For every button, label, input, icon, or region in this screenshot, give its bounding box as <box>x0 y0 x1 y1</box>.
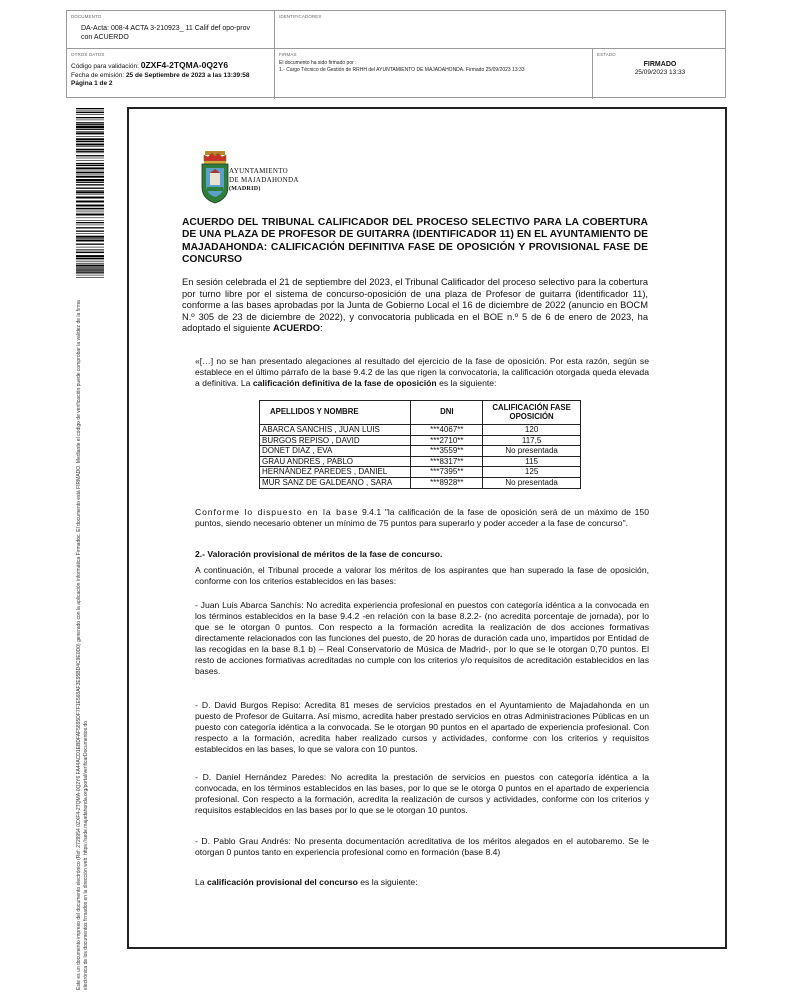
conforme-spaced: Conforme lo dispuesto en la base <box>195 507 359 517</box>
barcode-bar <box>76 138 104 140</box>
barcode-bar <box>76 227 104 228</box>
barcode-bar <box>76 258 104 259</box>
barcode-bar <box>76 163 104 164</box>
barcode-bar <box>76 158 104 159</box>
barcode-bar <box>76 251 104 252</box>
merits-juan-paragraph: - Juan Luis Abarca Sanchís: No acredita experiencia profesional en puestos con categoría idéntica a la convocada en los términos establecidos en la base 9.4.2 -en relación con la base 8.2.2- (no acredita porcentaje de jornada), por lo que se le otorgan 0 puntos. Con respecto a la formación acredita la realización de dos acciones formativas directamente relacionados con las funciones del puesto, de 20 horas de duración cada uno, impartidos por Entidad de las recogidas en la base 8.1 b) – Real Conservatorio de Música de Madrid-, por lo que se le otorgan 0,70 puntos. El resto de acciones formativas acreditadas no cumple con los criterios y/o requisitos de acreditación establecidos en las bases. <box>195 600 649 676</box>
barcode-bar <box>76 201 104 203</box>
barcode-bar <box>76 272 104 273</box>
barcode-bar <box>76 194 104 195</box>
barcode-bar <box>76 263 104 264</box>
cell-dni: ***8317** <box>411 456 483 467</box>
cell-dni: ***2710** <box>411 435 483 446</box>
barcode-bar <box>76 182 104 183</box>
cell-name: GRAU ANDRES , PABLO <box>260 456 411 467</box>
firmas-intro: El documento ha sido firmado por : <box>279 60 357 66</box>
fecha-label: Fecha de emisión: <box>71 71 125 79</box>
firmas-cell <box>275 49 593 99</box>
barcode-bar <box>76 262 104 263</box>
barcode-bar <box>76 236 104 238</box>
section-2-heading: 2.- Valoración provisional de méritos de la fase de concurso. <box>195 549 443 559</box>
quote-paragraph <box>195 356 649 389</box>
table-row <box>260 446 581 457</box>
barcode-bar <box>76 191 104 193</box>
institution-line-1: AYUNTAMIENTO <box>229 167 289 175</box>
firmas-label: FIRMAS <box>279 52 297 57</box>
barcode-bar <box>76 247 104 248</box>
barcode-bar <box>76 260 104 261</box>
merits-daniel-paragraph: - D. Daniel Hernández Paredes: No acredita la prestación de servicios en puestos con categoría idéntica a la convocada, en los términos establecidos en las bases, por lo que se le otorga 0 puntos en el apartado de experiencia profesional. Con respecto a la formación, acredita la realización de cursos y actividades, conforme con los criterios y requisitos establecidos en las bases por lo que se le otorgan 10 puntos. <box>195 772 649 815</box>
barcode-bar <box>76 265 104 267</box>
barcode-bar <box>76 129 104 130</box>
barcode-bar <box>76 249 104 250</box>
barcode-bar <box>76 208 104 209</box>
final-bold: calificación provisional del concurso <box>206 877 358 887</box>
conforme-text: 9.4.1 "la calificación de la fase de oposición será de un máximo de 150 puntos, siendo necesario obtener un mínimo de 75 puntos para superarlo y poder acceder a la fase de concurso". <box>195 507 649 528</box>
codigo-label: Código para validación: <box>71 63 139 70</box>
barcode-bar <box>76 108 104 109</box>
metadata-row-2 <box>67 49 725 99</box>
barcode-bar <box>76 111 104 112</box>
barcode-bar <box>76 155 104 156</box>
barcode-bar <box>76 160 104 161</box>
barcode-bar <box>76 255 104 257</box>
document-metadata-box <box>66 10 726 98</box>
barcode-bar <box>76 244 104 245</box>
otros-datos-label: OTROS DATOS <box>71 52 105 57</box>
barcode-bar <box>76 197 104 199</box>
barcode-bar <box>76 122 104 123</box>
identificadores-cell <box>275 11 727 48</box>
barcode-bar <box>76 151 104 152</box>
merits-david-paragraph: - D. David Burgos Repiso: Acredita 81 meses de servicios prestados en el Ayuntamiento de Majadahonda en un puesto de Profesor de Guitarra. Así mismo, acredita haber prestado servicios en otras Administraciones Públicas en un puesto con categoría idéntica a la convocada. Se le otorgan 90 puntos en el apartado de experiencia profesional. Con respecto a la formación, acredita haber realizado cursos y actividades, conforme con los criterios y requisitos establecidos en las bases, lo que se valora con 10 puntos. <box>195 700 649 754</box>
barcode-bar <box>76 210 104 211</box>
cell-dni: ***7395** <box>411 467 483 478</box>
institution-name <box>229 167 299 194</box>
intro-text: En sesión celebrada el 21 de septiembre del 2023, el Tribunal Calificador del proceso selectivo para la cobertura por turno libre por el sistema de concurso-oposición de una plaza de Profesor de guitarra (identificador 11), conforme a las bases aprobadas por la Junta de Gobierno Local el 16 de diciembre de 2022 (anuncio en BOCM N.º 305 de 23 de diciembre de 2022), y convocatoria publicada en el BOE n.º 5 de 6 de enero de 2023, ha adoptado el siguiente <box>182 277 648 334</box>
barcode-bar <box>76 238 104 239</box>
table-header-row <box>260 401 581 425</box>
estado-status: FIRMADO <box>643 61 677 68</box>
cell-calificacion: 117,5 <box>483 435 581 446</box>
barcode-bar <box>76 126 104 128</box>
barcode-bar <box>76 176 104 178</box>
fecha-emision: 25 de Septiembre de 2023 a las 13:39:58 <box>125 71 250 79</box>
final-pre: La <box>195 877 205 887</box>
results-table <box>259 400 581 489</box>
barcode-bar <box>76 117 104 118</box>
cell-name: ABARCA SANCHIS , JUAN LUIS <box>260 425 411 436</box>
barcode-bar <box>76 153 104 154</box>
cell-calificacion: 115 <box>483 456 581 467</box>
barcode-bar <box>76 174 104 175</box>
barcode-bar <box>76 165 104 166</box>
barcode-bar <box>76 240 104 242</box>
barcode-bar <box>76 188 104 189</box>
barcode-bar <box>76 179 104 181</box>
barcode-bar <box>76 136 104 137</box>
institution-line-3: (MADRID) <box>229 186 261 192</box>
document-title: ACUERDO DEL TRIBUNAL CALIFICADOR DEL PROCESO SELECTIVO PARA LA COBERTURA DE UNA PLAZA DE PROFESOR DE GUITARRA (IDENTIFICADOR 11) EN EL AYUNTAMIENTO DE MAJADAHONDA: CALIFICACIÓN DEFINITIVA FASE DE OPOSICIÓN Y PROVISIONAL FASE DE CONCURSO <box>182 217 648 266</box>
estado-value <box>593 61 727 77</box>
verification-side-text-wrapper <box>76 300 104 990</box>
barcode-bar <box>76 172 104 173</box>
cell-name: HERNÁNDEZ PAREDES , DANIEL <box>260 467 411 478</box>
barcode-bar <box>76 267 104 268</box>
cell-dni: ***8928** <box>411 477 483 488</box>
barcode-bar <box>76 231 104 232</box>
barcode-bar <box>76 252 104 253</box>
cell-calificacion: No presentada <box>483 477 581 488</box>
table-row <box>260 467 581 478</box>
final-paragraph <box>195 877 649 888</box>
header-dni: DNI <box>411 401 483 425</box>
cell-calificacion: 125 <box>483 467 581 478</box>
barcode-bar <box>76 270 104 271</box>
otros-datos-value <box>71 61 271 89</box>
intro-paragraph <box>182 277 648 335</box>
barcode-bar <box>76 212 104 213</box>
barcode-bar <box>76 124 104 125</box>
barcode-bar <box>76 205 104 207</box>
barcode-bar <box>76 171 104 172</box>
barcode-bar <box>76 190 104 191</box>
barcode-bar <box>76 149 104 150</box>
barcode-bar <box>76 225 104 226</box>
cell-calificacion: No presentada <box>483 446 581 457</box>
barcode-bar <box>76 167 104 169</box>
validation-code: 0ZXF4-2TQMA-0Q2Y6 <box>140 60 229 70</box>
barcode-bar <box>76 218 104 219</box>
table-row <box>260 435 581 446</box>
barcode-bar <box>76 112 104 113</box>
verification-side-text: Este es un documento impreso del documento electrónico (Ref: 2729954 0ZXF4-2TQMA-0Q2Y6 FA44ACD1EBDFAF5895DF7F1E568AF3E95BD4C9E0D0) generado con la aplicación informática Firmadoc. El documento está FIRMADO. Mediante el código de verificación puede comprobar la validez de la firma electrónica de los documentos firmados en la dirección web: https://sede.majadahonda.org/portal/verificarDocumentos.do <box>76 300 89 990</box>
otros-datos-cell <box>67 49 275 99</box>
document-page <box>127 107 727 949</box>
metadata-row-1 <box>67 11 725 49</box>
barcode-bar <box>76 132 104 134</box>
cell-name: MUR SANZ DE GALDEANO , SARA <box>260 477 411 488</box>
final-end: es la siguiente: <box>360 877 418 887</box>
cell-dni: ***4067** <box>411 425 483 436</box>
header-calificacion: CALIFICACIÓN FASE OPOSICIÓN <box>483 401 581 425</box>
barcode-bar <box>76 114 104 115</box>
cell-dni: ***3559** <box>411 446 483 457</box>
merits-pablo-paragraph: - D. Pablo Grau Andrés: No presenta documentación acreditativa de los méritos alegados en el autobaremo. Se le otorgan 0 puntos tanto en experiencia profesional como en formación (base 8.4) <box>195 836 649 857</box>
page-count: Página 1 de 2 <box>71 80 113 87</box>
firmas-signer: 1.- Cargo Técnico de Gestión de RRHH del AYUNTAMIENTO DE MAJADAHONDA. Firmado 25/09/2023 13:33 <box>279 67 525 73</box>
header-name: APELLIDOS Y NOMBRE <box>260 401 411 425</box>
barcode-bar <box>76 220 104 221</box>
barcode-bar <box>76 222 104 223</box>
intro-end: : <box>320 323 323 334</box>
barcode-bar <box>76 131 104 132</box>
estado-cell <box>593 49 727 99</box>
firmas-value <box>279 60 589 74</box>
cell-calificacion: 120 <box>483 425 581 436</box>
barcode-bar <box>76 144 104 146</box>
quote-end: es la siguiente: <box>439 378 497 388</box>
barcode-bar <box>76 120 104 121</box>
barcode-bar <box>76 233 104 234</box>
table-row <box>260 477 581 488</box>
barcode-bar <box>76 141 104 142</box>
identificadores-label: IDENTIFICADORES <box>279 14 322 19</box>
table-row <box>260 425 581 436</box>
cell-name: BURGOS REPISO , DAVID <box>260 435 411 446</box>
barcode <box>76 108 104 278</box>
table-row <box>260 456 581 467</box>
estado-label: ESTADO <box>597 52 616 57</box>
cell-name: DONET DIAZ , EVA <box>260 446 411 457</box>
barcode-bar <box>76 275 104 276</box>
barcode-bar <box>76 146 104 147</box>
barcode-bar <box>76 268 104 269</box>
conforme-paragraph <box>195 507 649 529</box>
barcode-bar <box>76 184 104 185</box>
intro-acuerdo: ACUERDO <box>273 323 321 334</box>
barcode-bar <box>76 214 104 216</box>
institution-line-2: DE MAJADAHONDA <box>229 176 299 184</box>
estado-date: 25/09/2023 13:33 <box>634 69 686 76</box>
documento-value: DA-Acta: 008-4 ACTA 3-210923_ 11 Calif def opo-prov con ACUERDO <box>81 25 251 41</box>
acontinuacion-paragraph: A continuación, el Tribunal procede a valorar los méritos de los aspirantes que han superado la fase de oposición, conforme con los criterios establecidos en las bases: <box>195 565 649 586</box>
barcode-bar <box>76 277 104 278</box>
quote-text: «[…] no se han presentado alegaciones al resultado del ejercicio de la fase de oposición. Por esta razón, según se establece en el último párrafo de la base 9.4.2 de las que rigen la convocatoria, la calificación otorgada queda elevada a definitiva. La <box>195 356 649 388</box>
documento-cell <box>67 11 275 48</box>
quote-bold: calificación definitiva de la fase de oposición <box>252 378 437 388</box>
documento-label: DOCUMENTO <box>71 14 102 19</box>
